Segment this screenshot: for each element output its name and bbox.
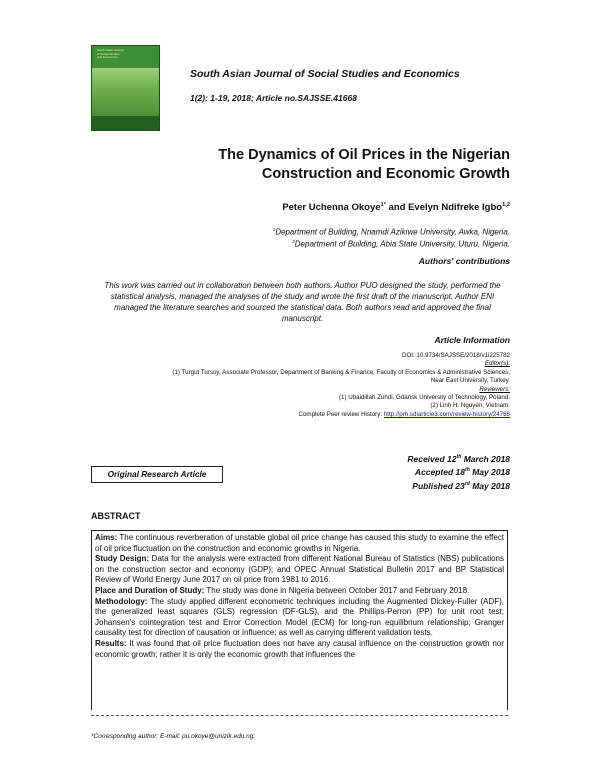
journal-citation: 1(2): 1-19, 2018; Article no.SAJSSE.41668	[190, 93, 357, 103]
article-info-heading: Article Information	[434, 335, 510, 345]
abstract-box: Aims: The continuous reverberation of unstable global oil price change has caused this study to examine the effect of oil price fluctuation on the construction and economic growths in Nigeria. Study Design: Data for the analysis were extracted from different National Bureau of Statistics (NBS) publications on the construction sector and economy (GDP); and OPEC Annual Statistical Bulletin 2017 and BP Statistical Review of World Energy June 2017 on oil price from 1981 to 2016. Place and Duration of Study: The study was done in Nigeria between October 2017 and February 2018. Methodology: The study applied different econometric techniques including the Augmented Dickey-Fuller (ADF), the generalized least squares (GLS) regression (DF-GLS), and the Phillips-Perron (PP) for unit root test; Johansen's cointegration test and Error Correction Model (ECM) for long-run equilibrium relationship; Granger causality test for direction of causation or influence; as well as carrying different validation tests. Results: It was found that oil price fluctuation does not have any causal influence on the construction growth nor economic growth; rather it is only the economic growth that influences the	[91, 530, 508, 710]
affiliations: $^1$Department of Building, Nnamdi Azikiwe University, Awka, Nigeria. $^2$Department of Building, Abia State University, Uturu, Nigeria.	[272, 227, 510, 249]
corresponding-author-footnote: *Corresponding author: E-mail: pu.okoye@unizik.edu.ng;	[91, 733, 256, 740]
authors: Peter Uchenna Okoye$^{1*}$ and Evelyn Ndifreke Igbo$^{1,2}$	[282, 202, 510, 214]
author-2: Evelyn Ndifreke Igbo	[408, 202, 503, 214]
publication-dates: Received 12th March 2018 Accepted 18th May 2018 Published 23rd May 2018	[407, 453, 510, 491]
doi[interactable]: DOI: 10.9734/SAJSSE/2018/v1i225782	[401, 352, 510, 359]
review-history-link[interactable]: http://prh.sdiarticle3.com/review-history/24766	[383, 410, 510, 418]
author-1: Peter Uchenna Okoye	[282, 202, 381, 214]
journal-cover-image	[91, 45, 160, 131]
abstract-heading: ABSTRACT	[91, 511, 141, 521]
article-type-badge: Original Research Article	[91, 466, 223, 483]
cover-title: South Asian Journal of Social Studies and Economics	[97, 48, 124, 60]
journal-name: South Asian Journal of Social Studies and Economics	[190, 68, 460, 80]
article-info: DOI: 10.9734/SAJSSE/2018/v1i225782 Editor(s): (1) Turgut Tursoy, Associate Professor, Department of Banking & Finance, Faculty of Economics & Administrative Sciences, Near East University, Turkey. Reviewers: (1) Ubaidillah Zuhdi, Gdańsk University of Technology, Poland. (2) Linh H. Nguyen, Vietnam. Complete Peer review History: http://prh.sdiarticle3.com/review-history/24766	[70, 352, 510, 419]
paper-title: The Dynamics of Oil Prices in the Nigerian Construction and Economic Growth	[218, 147, 510, 182]
footnote-divider	[91, 715, 508, 716]
contributions-text: This work was carried out in collaboration between both authors. Author PUO designed the study, performed the statistical analysis, managed the analyses of the study and wrote the first draft of the manuscript. Author ENI managed the literature searches and sourced the statistical data. Both authors read and approved the final manuscript.	[104, 281, 501, 323]
contributions-heading: Authors' contributions	[418, 256, 510, 266]
